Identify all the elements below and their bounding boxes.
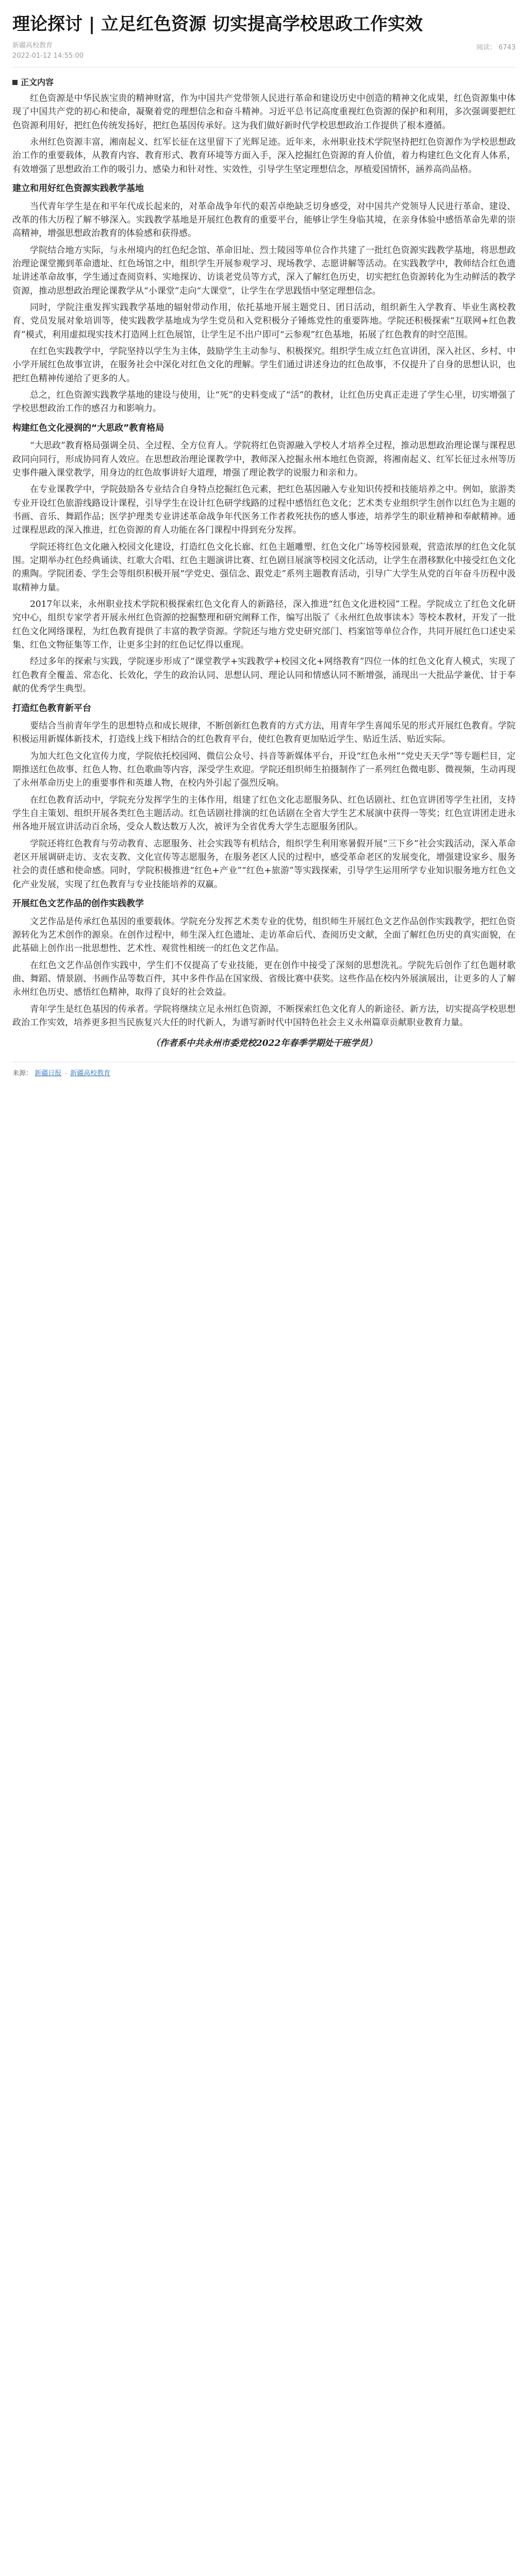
meta-source-date: [12, 41, 84, 62]
body-paragraph: 经过多年的探索与实践，学院逐步形成了“课堂教学+实践教学+校园文化+网络教育”四位一体的红色文化育人模式，实现了红色教育全覆盖、常态化、长效化，学生的政治认同、思想认同、理论认同和情感认同不断增强，涌现出一大批品学兼优、甘于奉献的优秀学生典型。: [12, 656, 516, 694]
body-paragraph: 要结合当前青年学生的思想特点和成长规律，不断创新红色教育的方式方法，用青年学生喜闻乐见的形式开展红色教育。学院积极运用新媒体新技术，打造线上线下相结合的红色教育平台，使红色教育更加贴近学生、贴近生活、贴近实际。: [12, 721, 516, 745]
section-label-text: 正文内容: [21, 77, 54, 88]
body-paragraph: 在专业课教学中，学院鼓励各专业结合自身特点挖掘红色元素，把红色基因融入专业知识传授和技能培养之中。例如，旅游类专业开设红色旅游线路设计课程，引导学生在设计红色研学线路的过程中感悟红色文化；艺术类专业组织学生创作以红色为主题的书画、音乐、舞蹈作品；医学护理类专业讲述革命战争年代医务工作者救死扶伤的感人事迹，培养学生的职业精神和奉献精神。通过课程思政的深入推进，红色资源的育人功能在各门课程中得到充分发挥。: [12, 484, 516, 536]
author-signature: （作者系中共永州市委党校2022年春季学期处干班学员）: [151, 1038, 377, 1049]
body-paragraph: 红色资源是中华民族宝贵的精神财富，作为中国共产党带领人民进行革命和建设历史中创造的精神文化成果，红色资源集中体现了中国共产党的初心和使命，凝聚着党的理想信念和奋斗精神。习近平总书记高度重视红色资源的保护和利用，多次强调要把红色资源利用好，把红色传统发扬好，把红色基因传承好。这为我们做好新时代学校思想政治工作提供了根本遵循。: [12, 93, 516, 131]
body-paragraph: 在红色实践教学中，学院坚持以学生为主体，鼓励学生主动参与、积极探究。组织学生成立红色宣讲团，深入社区、乡村、中小学开展红色故事宣讲，在服务社会中深化对红色文化的理解。学生们通过讲述身边的红色故事，不仅提升了自身的思想认识，也把红色精神传递给了更多的人。: [12, 346, 516, 384]
section-heading: 构建红色文化浸润的“大思政”教育格局: [12, 422, 164, 433]
footer-link-source[interactable]: 新疆日报: [35, 1069, 62, 1077]
body-paragraph: 在红色教育活动中，学院充分发挥学生的主体作用，组建了红色文化志愿服务队、红色话剧社、红色宣讲团等学生社团，支持学生自主策划、组织开展各类红色主题活动。红色话剧社排演的红色话剧在全省大学生艺术展演中获得一等奖；红色宣讲团走进永州各地开展宣讲活动百余场，受众人数达数万人次，被评为全省优秀大学生志愿服务团队。: [12, 794, 516, 833]
article-footer: [12, 1062, 516, 1077]
body-paragraph: 学院还将红色教育与劳动教育、志愿服务、社会实践等有机结合，组织学生利用寒暑假开展“三下乡”社会实践活动，深入革命老区开展调研走访、支农支教、文化宣传等志愿服务，在服务老区人民的过程中，感受革命老区的发展变化，增强建设家乡、服务社会的责任感和使命感。同时，学院积极推进“红色+产业”“红色+旅游”等实践探索，引导学生运用所学专业知识服务地方红色文化产业发展，实现了红色教育与专业技能培养的双赢。: [12, 838, 516, 890]
body-paragraph: 总之，红色资源实践教学基地的建设与使用，让“死”的史料变成了“活”的教材，让红色历史真正走进了学生心里，切实增强了学校思想政治工作的感召力和影响力。: [12, 390, 516, 414]
body-paragraph: 青年学生是红色基因的传承者。学院将继续立足永州红色资源，不断探索红色文化育人的新途径、新方法，切实提高学校思想政治工作实效，培养更多担当民族复兴大任的时代新人，为谱写新时代中国特色社会主义永州篇章贡献职业教育力量。: [12, 1004, 516, 1028]
article-title: 理论探讨 | 立足红色资源 切实提高学校思政工作实效: [12, 14, 423, 35]
body-paragraph: “大思政”教育格局强调全员、全过程、全方位育人。学院将红色资源融入学校人才培养全过程，推动思想政治理论课与课程思政同向同行，形成协同育人效应。在思想政治理论课教学中，教师深入挖掘永州本地红色资源，将湘南起义、红军长征过永州等历史事件融入课堂教学，用身边的红色故事讲好大道理，增强了理论教学的说服力和亲和力。: [12, 440, 516, 478]
article-source: 新疆高校教育: [12, 41, 53, 49]
body-paragraph: 学院结合地方实际，与永州境内的红色纪念馆、革命旧址、烈士陵园等单位合作共建了一批红色资源实践教学基地，将思想政治理论课堂搬到革命遗址、红色场馆之中，组织学生开展参观学习、现场教学、志愿讲解等活动。在实践教学中，教师结合红色遗址讲述革命故事，学生通过查阅资料、实地探访、访谈老党员等方式，深入了解红色历史，切实把红色资源转化为生动鲜活的教学资源，推动思想政治理论课教学从“小课堂”走向“大课堂”，让学生在学思践悟中坚定理想信念。: [12, 245, 516, 296]
views-value: 6743: [498, 43, 516, 52]
section-heading: 开展红色文艺作品的创作实践教学: [12, 899, 144, 909]
article-body: [12, 92, 516, 1029]
body-paragraph: 2017年以来，永州职业技术学院积极探索红色文化育人的新路径，深入推进“红色文化进校园”工程。学院成立了红色文化研究中心，组织专家学者开展永州红色资源的挖掘整理和研究阐释工作，编写出版了《永州红色故事读本》等校本教材，开发了一批红色文化网络课程，为红色教育提供了丰富的教学资源。学院还与地方党史研究部门、档案馆等单位合作，共同开展红色口述史采集、红色文物征集等工作，让更多尘封的红色记忆得以重现。: [12, 599, 516, 651]
body-paragraph: 为加大红色文化宣传力度，学院依托校园网、微信公众号、抖音等新媒体平台，开设“红色永州”“党史天天学”等专题栏目，定期推送红色故事、红色人物、红色歌曲等内容，深受学生欢迎。学院还组织师生拍摄制作了一系列红色微电影、微视频，生动再现了永州革命历史上的重要事件和英雄人物，在校内外引起了强烈反响。: [12, 751, 516, 789]
article-meta: [12, 41, 516, 62]
footer-label: 来源：: [12, 1069, 33, 1077]
body-paragraph: 同时，学院注重发挥实践教学基地的辐射带动作用，依托基地开展主题党日、团日活动，组织新生入学教育、毕业生离校教育、党员发展对象培训等，使实践教学基地成为学生党员和入党积极分子锤炼党性的重要阵地。学院还积极探索“互联网+红色教育”模式，利用虚拟现实技术打造网上红色展馆，让学生足不出户即可“云参观”红色基地，拓展了红色教育的时空范围。: [12, 302, 516, 340]
body-paragraph: 学院还将红色文化融入校园文化建设，打造红色文化长廊、红色主题雕塑、红色文化广场等校园景观，营造浓厚的红色文化氛围。定期举办红色经典诵读、红歌大合唱、红色主题演讲比赛、红色剧目展演等校园文化活动，让学生在潜移默化中接受红色文化的熏陶。学院团委、学生会等组织积极开展“学党史、强信念、跟党走”系列主题教育活动，引导广大学生从党的百年奋斗历程中汲取精神力量。: [12, 541, 516, 593]
body-paragraph: 当代青年学生是在和平年代成长起来的，对革命战争年代的艰苦卓绝缺乏切身感受，对中国共产党领导人民进行革命、建设、改革的伟大历程了解不够深入。实践教学基地是开展红色教育的重要平台，能够让学生身临其境，在亲身体验中感悟革命先辈的崇高精神，增强思想政治教育的体验感和获得感。: [12, 201, 516, 239]
square-bullet-icon: [12, 80, 18, 85]
footer-link-channel[interactable]: 新疆高校教育: [70, 1069, 111, 1077]
section-label: [12, 76, 516, 88]
article-date: 2022-01-12 14:55:00: [12, 52, 84, 60]
body-paragraph: 在红色文艺作品创作实践中，学生们不仅提高了专业技能，更在创作中接受了深刻的思想洗礼。学院先后创作了红色题材歌曲、舞蹈、情景剧、书画作品等数百件，其中多件作品在国家级、省级比赛中获奖。这些作品在校内外展演展出，让更多的人了解永州红色历史、感悟红色精神，取得了良好的社会效益。: [12, 960, 516, 998]
views-label: 阅读：: [476, 43, 497, 52]
footer-separator: -: [64, 1069, 68, 1077]
body-paragraph: 永州红色资源丰富，湘南起义、红军长征在这里留下了光辉足迹。近年来，永州职业技术学院坚持把红色资源作为学校思想政治工作的重要载体，从教育内容、教育形式、教育环境等方面入手，深入挖掘红色资源的育人价值，着力构建红色文化育人体系，有效增强了思想政治工作的吸引力、感染力和针对性、实效性，引导学生坚定理想信念，厚植爱国情怀，涵养高尚品格。: [12, 137, 516, 175]
article-header: [12, 13, 516, 67]
body-paragraph: 文艺作品是传承红色基因的重要载体。学院充分发挥艺术类专业的优势，组织师生开展红色文艺作品创作实践教学，把红色资源转化为艺术创作的源泉。在创作过程中，师生深入红色遗址、走访革命后代、查阅历史文献，全面了解红色历史的真实面貌，在此基础上创作出一批思想性、艺术性、观赏性相统一的红色文艺作品。: [12, 916, 516, 954]
view-count: [474, 41, 516, 52]
section-heading: 打造红色教育新平台: [12, 703, 91, 714]
section-heading: 建立和用好红色资源实践教学基地: [12, 183, 144, 194]
